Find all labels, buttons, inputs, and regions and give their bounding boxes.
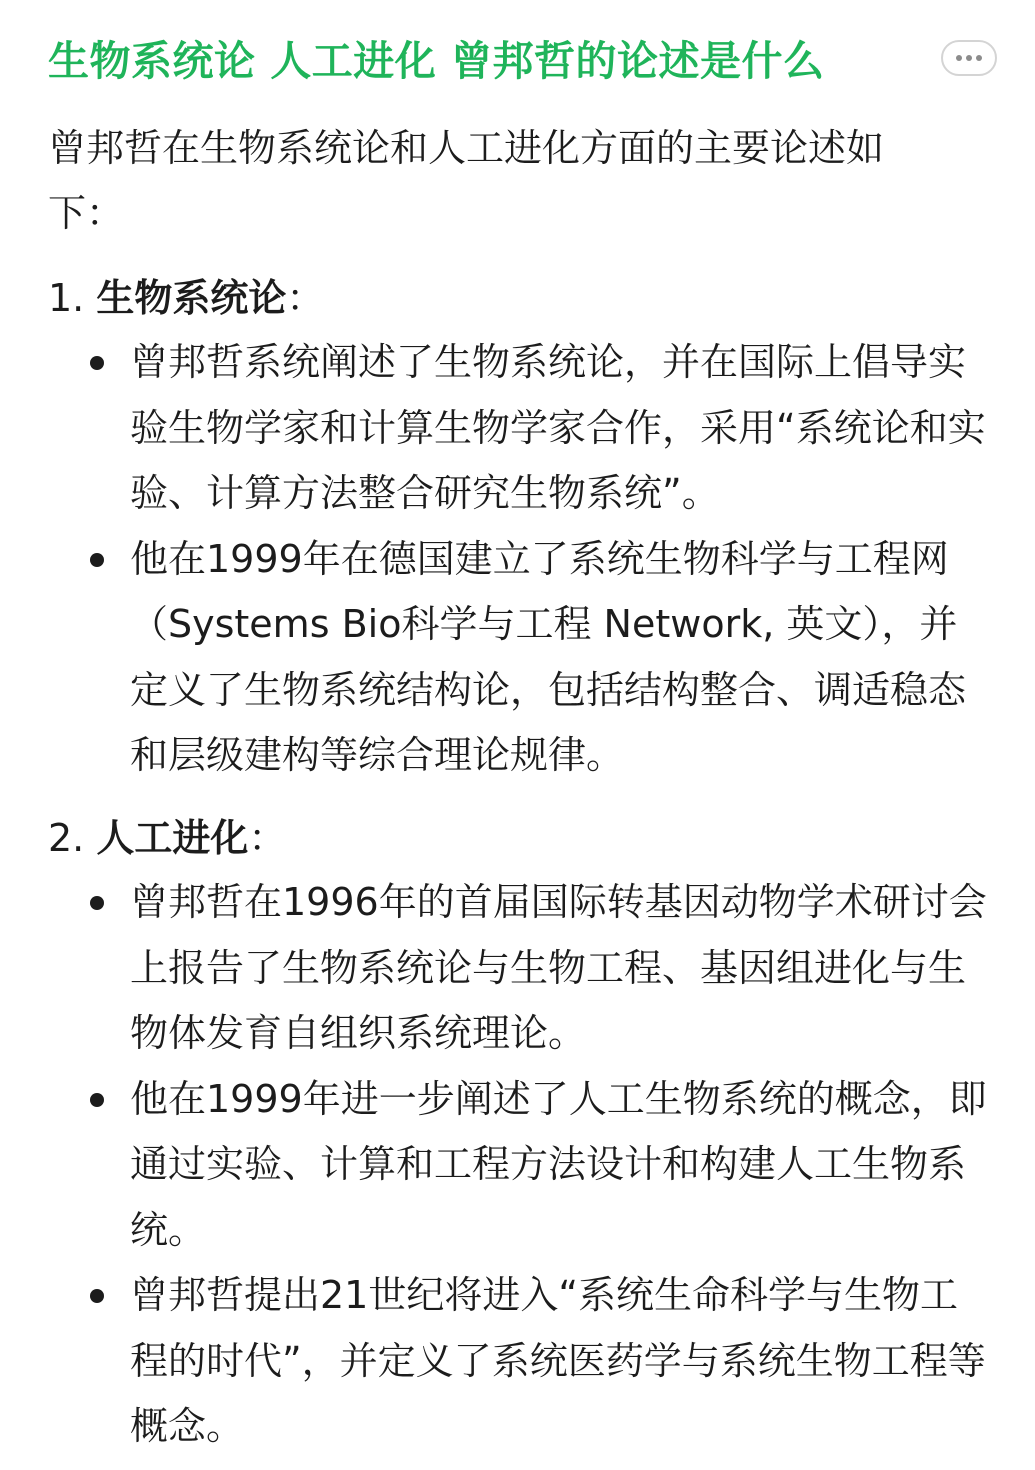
list-item bbox=[130, 870, 990, 1067]
bullet-dot-icon bbox=[90, 896, 104, 910]
bullet-list-biosystems bbox=[130, 330, 990, 789]
answer-intro: 曾邦哲在生物系统论和人工进化方面的主要论述如下： bbox=[48, 126, 885, 235]
section-title: 人工进化 bbox=[96, 816, 249, 860]
section-heading-biosystems bbox=[48, 266, 324, 331]
bullet-text: 他在1999年在德国建立了系统生物科学与工程网（Systems Bio科学与工程 Network, 英文），并定义了生物系统结构论，包括结构整合、调适稳态和层级建构等综合理论规律。 bbox=[130, 536, 967, 777]
section-number: 2. bbox=[48, 816, 85, 860]
more-dot-icon bbox=[976, 55, 982, 61]
more-options-button[interactable] bbox=[941, 40, 997, 76]
more-dot-icon bbox=[966, 55, 972, 61]
list-item bbox=[130, 527, 990, 789]
more-dot-icon bbox=[956, 55, 962, 61]
bullet-dot-icon bbox=[90, 356, 104, 370]
bullet-text: 曾邦哲系统阐述了生物系统论，并在国际上倡导实验生物学家和计算生物学家合作，采用“系统论和实验、计算方法整合研究生物系统”。 bbox=[130, 340, 986, 515]
list-item bbox=[130, 1263, 990, 1460]
section-title: 生物系统论 bbox=[96, 276, 287, 320]
question-title: 生物系统论 人工进化 曾邦哲的论述是什么 bbox=[48, 37, 825, 85]
bullet-list-artificial-evolution bbox=[130, 870, 990, 1460]
bullet-text: 他在1999年进一步阐述了人工生物系统的概念，即通过实验、计算和工程方法设计和构建人工生物系统。 bbox=[130, 1076, 987, 1252]
section-heading-artificial-evolution bbox=[48, 806, 286, 871]
bullet-dot-icon bbox=[90, 553, 104, 567]
list-item bbox=[130, 1067, 990, 1264]
bullet-text: 曾邦哲在1996年的首届国际转基因动物学术研讨会上报告了生物系统论与生物工程、基因组进化与生物体发育自组织系统理论。 bbox=[130, 880, 987, 1055]
bullet-dot-icon bbox=[90, 1289, 104, 1303]
bullet-dot-icon bbox=[90, 1093, 104, 1107]
section-number: 1. bbox=[48, 276, 85, 320]
section-colon: ： bbox=[286, 276, 325, 320]
bullet-text: 曾邦哲提出21世纪将进入“系统生命科学与生物工程的时代”，并定义了系统医药学与系统生物工程等概念。 bbox=[130, 1273, 986, 1448]
list-item bbox=[130, 330, 990, 527]
section-colon: ： bbox=[248, 816, 287, 860]
